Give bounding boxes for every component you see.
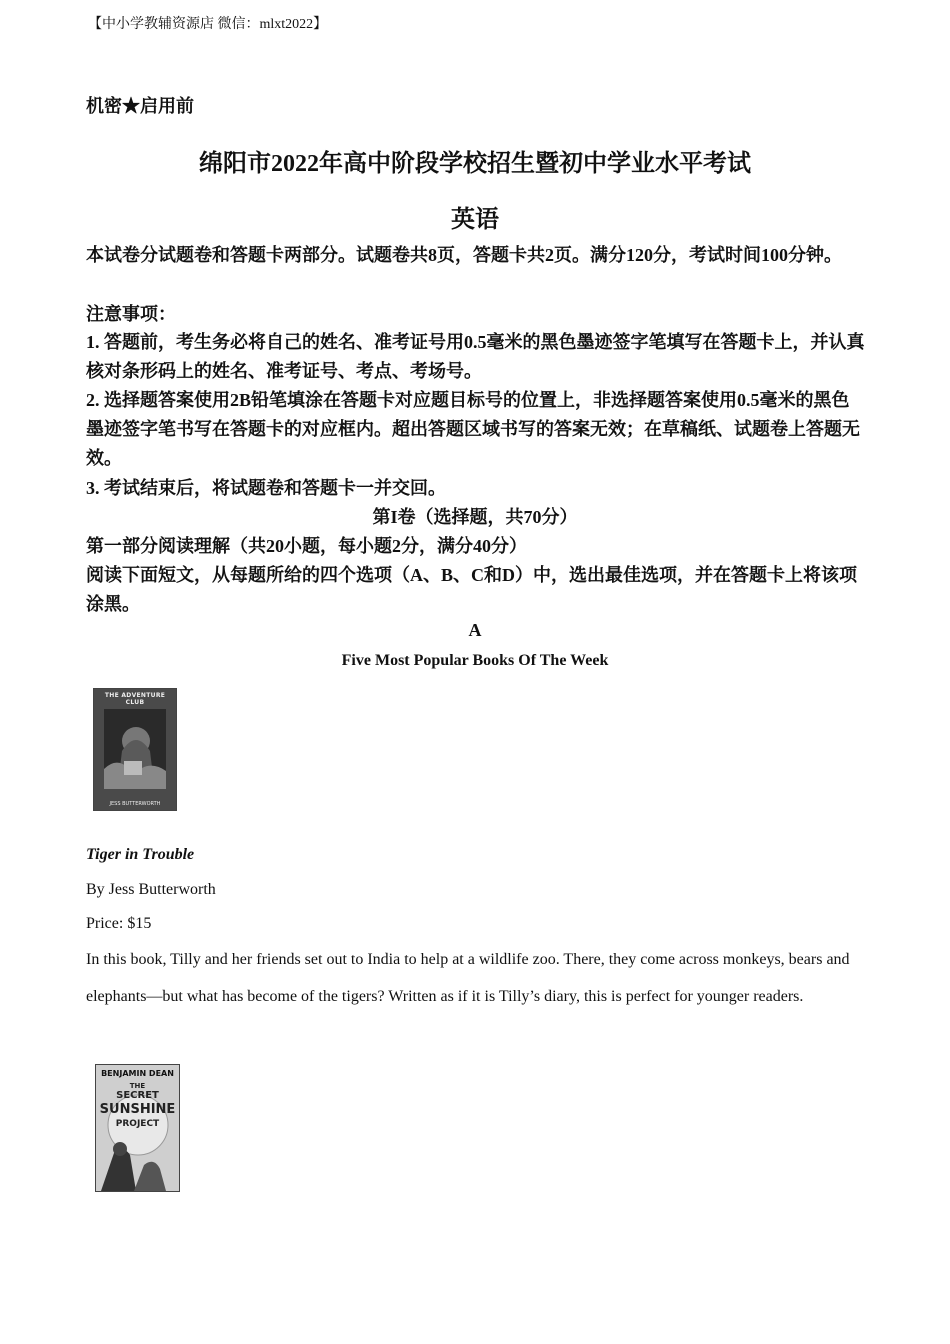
volume-title: 第I卷（选择题，共70分）: [372, 507, 578, 527]
cover-title-text: PROJECT: [115, 1119, 160, 1129]
notice-item: 2. 选择题答案使用2B铅笔填涂在答题卡对应题目标号的位置上，非选择题答案使用0.5毫米的黑色墨迹签字笔书写在答题卡的对应框内。超出答题区域书写的答案无效；在草稿纸、试题卷上答题无效。: [86, 390, 860, 468]
cover-title-text: THE: [129, 1082, 146, 1090]
notice-item: 1. 答题前，考生务必将自己的姓名、准考证号用0.5毫米的黑色墨迹签字笔填写在答题卡上，并认真核对条形码上的姓名、准考证号、考点、考场号。: [86, 332, 865, 381]
part-title: 第一部分阅读理解（共20小题，每小题2分，满分40分）: [86, 536, 527, 556]
exam-title: 绵阳市2022年高中阶段学校招生暨初中学业水平考试: [199, 151, 751, 177]
cover-series-text: THE ADVENTURE CLUB: [104, 692, 166, 706]
cover-illustration: [94, 689, 176, 810]
page-header: 【中小学教辅资源店 微信：mlxt2022】: [88, 17, 328, 32]
cover-author-text: BENJAMIN DEAN: [101, 1069, 174, 1078]
passage-title: Five Most Popular Books Of The Week: [341, 652, 609, 669]
book-price: Price: $15: [86, 915, 152, 932]
book-cover-secret-sunshine-project: [95, 1064, 180, 1192]
cover-title-text: SUNSHINE: [99, 1102, 176, 1117]
reading-instruction: 阅读下面短文，从每题所给的四个选项（A、B、C和D）中，选出最佳选项，并在答题卡上将该项涂黑。: [86, 565, 857, 614]
book-description: In this book, Tilly and her friends set out to India to help at a wildlife zoo. There, they come across monkeys, bears and elephants—but what has become of the tigers? Written as if it is Tilly’s diary, this is perfect for younger readers.: [86, 951, 850, 1005]
notice-item: 3. 考试结束后，将试题卷和答题卡一并交回。: [86, 478, 446, 498]
cover-author-text: JESS BUTTERWORTH: [109, 801, 161, 807]
notice-heading: 注意事项：: [86, 304, 176, 324]
book-author: By Jess Butterworth: [86, 881, 216, 898]
book-title: Tiger in Trouble: [86, 846, 195, 863]
subject-title: 英语: [451, 207, 499, 233]
passage-letter: A: [468, 620, 482, 640]
book-cover-tiger-in-trouble: [93, 688, 177, 811]
exam-intro: 本试卷分试题卷和答题卡两部分。试题卷共8页，答题卡共2页。满分120分，考试时间100分钟。: [86, 245, 842, 265]
confidential-label: 机密★启用前: [86, 96, 194, 116]
cover-title-text: SECRET: [116, 1090, 159, 1101]
